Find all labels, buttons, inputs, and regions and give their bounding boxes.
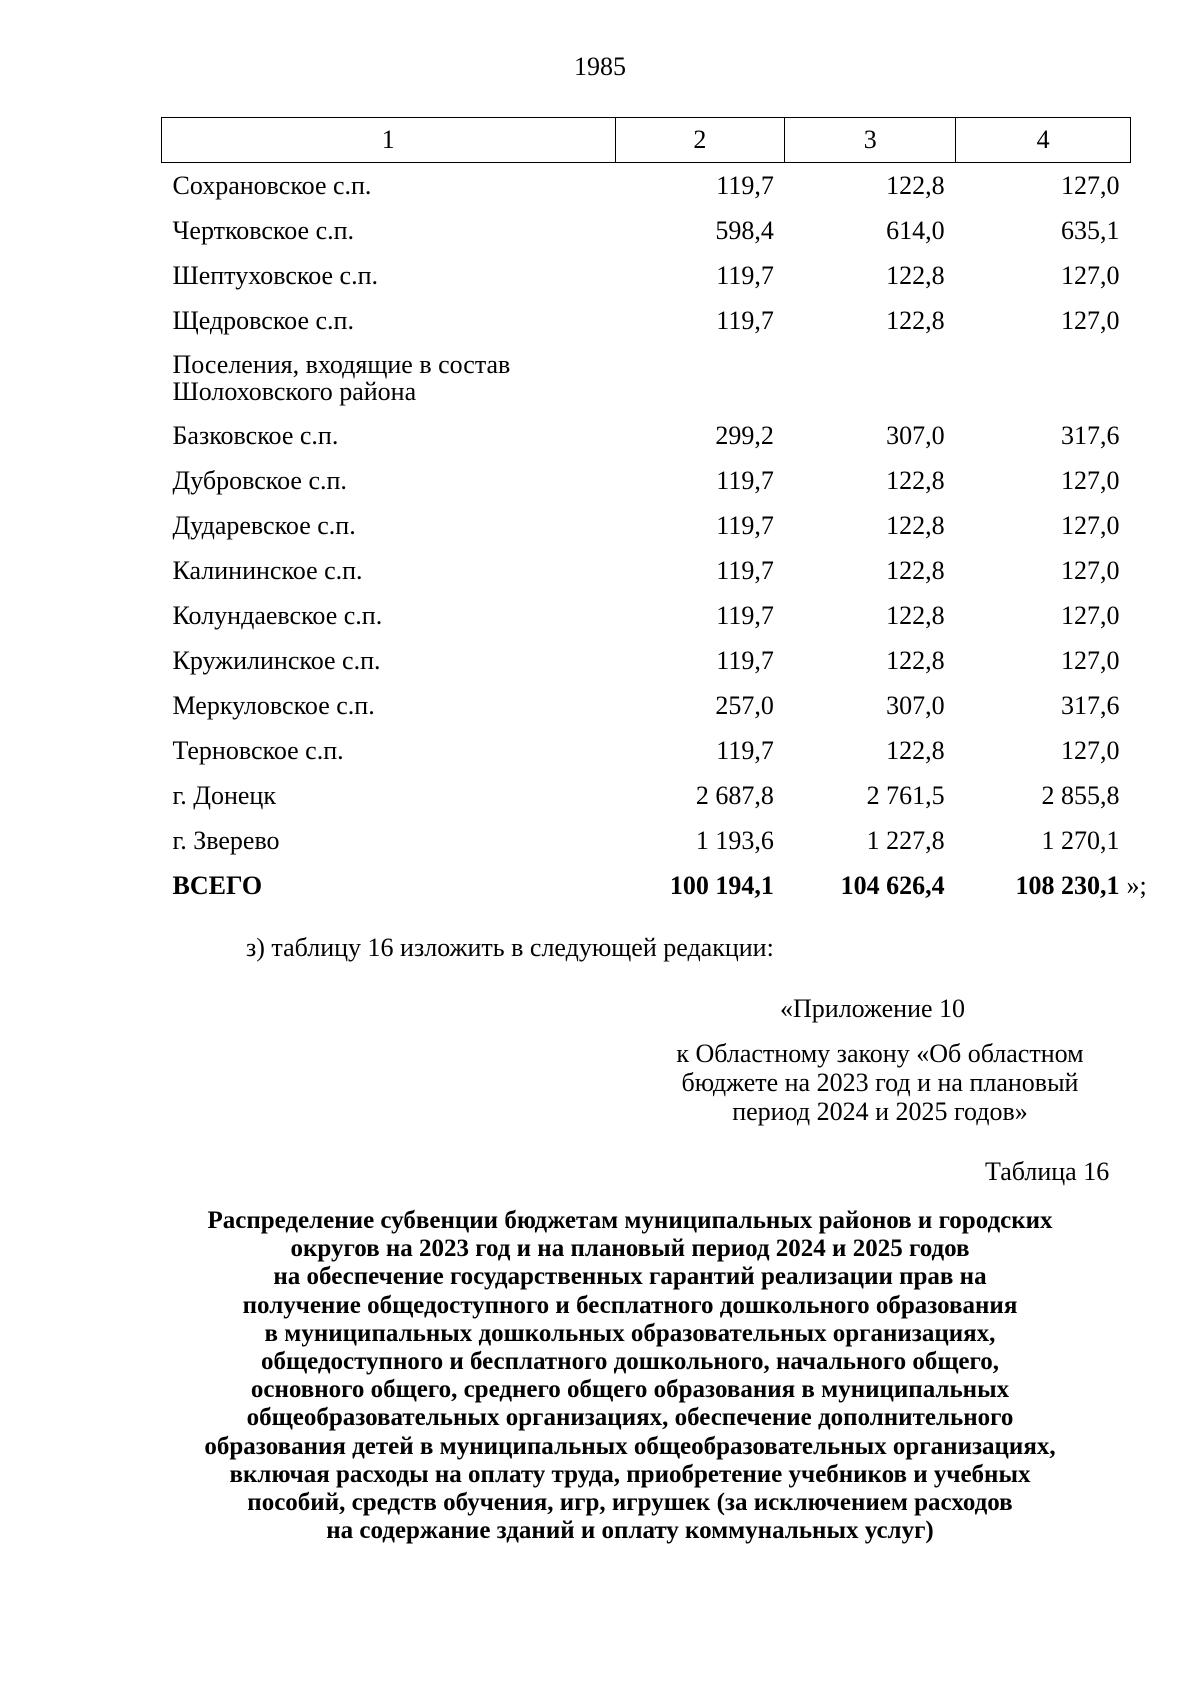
value-cell [615,343,785,413]
value-cell: 122,8 [886,555,945,585]
row-name-cell: Дубровское с.п. [172,465,347,495]
value-cell [785,343,956,413]
table-row [162,638,1131,683]
value-cell: 598,4 [715,215,774,245]
total-value-cell: 100 194,1 [669,870,774,900]
table-row [162,593,1131,638]
row-name-cell: Чертковское с.п. [172,215,355,245]
value-cell: 2 855,8 [1041,780,1120,810]
table-header [162,118,1131,163]
value-cell: 1 193,6 [695,825,774,855]
value-cell: 299,2 [715,420,774,450]
value-cell: 127,0 [1061,170,1120,200]
value-cell: 119,7 [716,735,774,765]
table-row [162,548,1131,593]
value-cell: 122,8 [886,305,945,335]
column-header-3: 3 [785,118,956,163]
value-cell: 119,7 [716,600,774,630]
table-row [162,253,1131,298]
value-cell: 127,0 [1061,735,1120,765]
table-row [162,163,1131,209]
value-cell: 119,7 [716,465,774,495]
row-name-cell: Сохрановское с.п. [172,170,372,200]
row-name-cell: г. Донецк [172,780,276,810]
value-cell: 317,6 [1061,420,1120,450]
table-row [162,413,1131,458]
value-cell: 635,1 [1061,215,1120,245]
column-header-1: 1 [162,118,616,163]
value-cell: 127,0 [1061,645,1120,675]
row-name-cell: Меркуловское с.п. [172,690,375,720]
value-cell: 119,7 [716,645,774,675]
value-cell: 127,0 [1061,555,1120,585]
value-cell: 122,8 [886,170,945,200]
total-value-cell [956,863,1147,908]
value-cell: 1 227,8 [866,825,945,855]
table-row [162,683,1131,728]
value-cell: 122,8 [886,645,945,675]
value-cell: 122,8 [886,260,945,290]
value-cell: 119,7 [716,170,774,200]
table-row [162,343,1131,413]
table-row [162,458,1131,503]
appendix-reference: к Областному закону «Об областном бюджете на 2023 год и на плановый период 2024 и 2025 годов» [676,1039,1084,1126]
total-label: ВСЕГО [172,870,263,900]
row-name-cell: Щедровское с.п. [172,305,354,335]
appendix-title: «Приложение 10 [780,994,966,1023]
value-cell: 127,0 [1061,510,1120,540]
value-cell: 122,8 [886,510,945,540]
row-name-cell: Терновское с.п. [172,735,344,765]
header-row [162,118,1131,163]
table-label: Таблица 16 [985,1157,1110,1186]
value-cell: 307,0 [886,690,945,720]
column-header-4: 4 [956,118,1131,163]
value-cell: 127,0 [1061,260,1120,290]
value-cell: 1 270,1 [1041,825,1120,855]
row-name-cell: Калининское с.п. [172,555,363,585]
section-heading: Распределение субвенции бюджетам муниципальных районов и городских округов на 2023 год и на плановый период 2024 и 2025 годов на обеспечение государственных гарантий реализации прав на получение общедоступного и бесплатного дошкольного образования в муниципальных дошкольных образовательных организациях, общедоступного и бесплатного дошкольного, начального общего, основного общего, среднего общего образования в муниципальных общеобразовательных организациях, обеспечение дополнительного образования детей в муниципальных общеобразовательных организациях, включая расходы на оплату труда, приобретение учебников и учебных пособий, средств обучения, игр, игрушек (за исключением расходов на содержание зданий и оплату коммунальных услуг) [204,1207,1056,1545]
total-value: 108 230,1 [1015,870,1120,900]
value-cell: 257,0 [715,690,774,720]
value-cell: 2 761,5 [866,780,945,810]
table-row [162,503,1131,548]
row-name-cell: Дударевское с.п. [172,510,356,540]
value-cell: 119,7 [716,260,774,290]
value-cell: 127,0 [1061,465,1120,495]
row-name-cell: г. Зверево [172,825,280,855]
value-cell: 119,7 [716,305,774,335]
instruction-text: з) таблицу 16 изложить в следующей редакции: [246,933,774,962]
data-table [161,117,1147,908]
column-header-2: 2 [615,118,785,163]
value-cell: 122,8 [886,600,945,630]
total-row [162,863,1131,908]
value-cell [956,343,1131,413]
table-row [162,818,1131,863]
page-number: 1985 [574,52,626,81]
table-body [162,163,1147,909]
value-cell: 119,7 [716,555,774,585]
table-row [162,298,1131,343]
value-cell: 122,8 [886,465,945,495]
subvention-table [161,117,1147,908]
value-cell: 614,0 [886,215,945,245]
value-cell: 127,0 [1061,600,1120,630]
row-name-cell: Поселения, входящие в состав Шолоховского района [172,350,511,406]
row-name-cell: Базковское с.п. [172,420,339,450]
value-cell: 307,0 [886,420,945,450]
row-name-cell: Колундаевское с.п. [172,600,383,630]
table-row [162,773,1131,818]
table-row [162,728,1131,773]
value-cell: 317,6 [1061,690,1120,720]
value-cell: 127,0 [1061,305,1120,335]
row-name-cell: Шептуховское с.п. [172,260,378,290]
total-value-cell: 104 626,4 [840,870,945,900]
value-cell: 119,7 [716,510,774,540]
table-row [162,208,1131,253]
closing-quote: »; [1126,870,1147,900]
value-cell: 2 687,8 [695,780,774,810]
row-name-cell: Кружилинское с.п. [172,645,381,675]
value-cell: 122,8 [886,735,945,765]
